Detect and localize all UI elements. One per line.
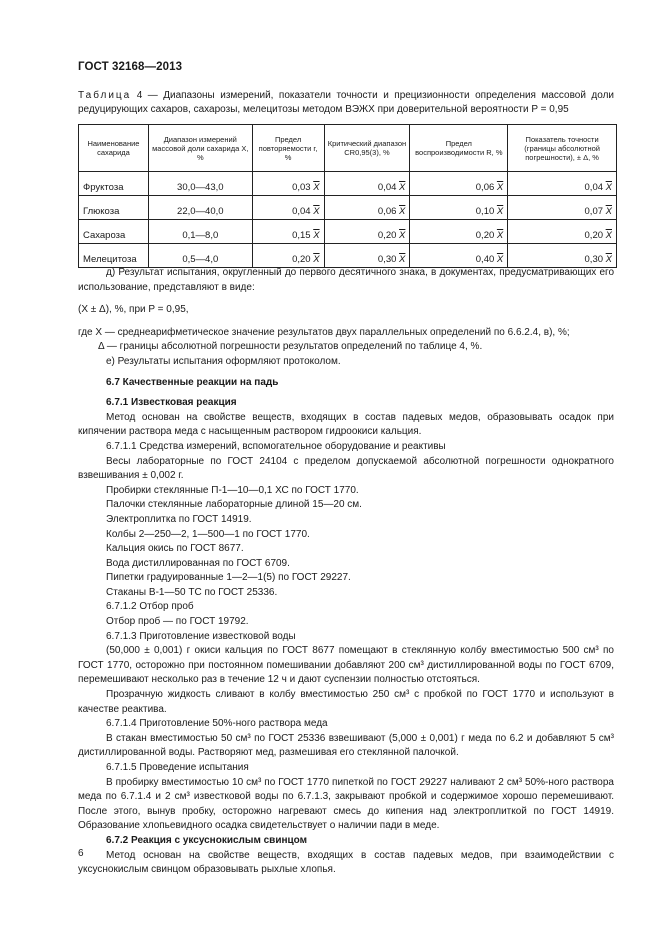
table-header-cell: Критический диапазон CR0,95(3), %	[324, 125, 410, 172]
table-cell: 0,04 $\overline{X}$	[252, 196, 324, 220]
table-cell: 0,04 $\overline{X}$	[508, 172, 617, 196]
table-cell: 0,10 $\overline{X}$	[410, 196, 508, 220]
table-cell: 0,06 $\overline{X}$	[324, 196, 410, 220]
table-cell: 0,5—4,0	[148, 244, 252, 268]
paragraph: В стакан вместимостью 50 см³ по ГОСТ 25336 взвешивают (5,000 ± 0,001) г меда по 6.2 и добавляют 5 см³ дистиллированной воды. Растворяют мед, размешивая его стеклянной палочкой.	[78, 732, 614, 759]
table-cell: 0,15 $\overline{X}$	[252, 220, 324, 244]
table-caption-label: Таблица	[78, 90, 132, 101]
table-cell: 0,06 $\overline{X}$	[410, 172, 508, 196]
table-header-cell: Показатель точности (границы абсолютной погрешности), ± Δ, %	[508, 125, 617, 172]
paragraph: 6.7.1.3 Приготовление известковой воды	[106, 630, 296, 642]
paragraph: Колбы 2—250—2, 1—500—1 по ГОСТ 1770.	[106, 528, 310, 540]
table-cell: 0,30 $\overline{X}$	[508, 244, 617, 268]
paragraph: 6.7.1.2 Отбор проб	[106, 601, 194, 613]
table-row	[79, 244, 617, 268]
subsection-heading: 6.7.1 Известковая реакция	[106, 397, 237, 409]
paragraph: Электроплитка по ГОСТ 14919.	[106, 513, 252, 525]
paragraph: Стаканы В-1—50 ТС по ГОСТ 25336.	[106, 586, 278, 598]
paragraph: 6.7.1.4 Приготовление 50%-ного раствора меда	[106, 718, 328, 730]
document-header: ГОСТ 32168—2013	[78, 61, 183, 73]
table-header-cell: Диапазон измерений массовой доли сахарида X, %	[148, 125, 252, 172]
table-cell: 0,40 $\overline{X}$	[410, 244, 508, 268]
table-caption	[78, 89, 614, 117]
table-header-cell: Предел воспроизводимости R, %	[410, 125, 508, 172]
table-cell: 0,03 $\overline{X}$	[252, 172, 324, 196]
page-number: 6	[78, 848, 84, 859]
paragraph: Пипетки градуированные 1—2—1(5) по ГОСТ 29227.	[106, 572, 351, 584]
table-cell: Глюкоза	[79, 196, 149, 220]
section-heading: 6.7 Качественные реакции на падь	[106, 376, 279, 388]
paragraph: Палочки стеклянные лабораторные длиной 15—20 см.	[106, 499, 362, 511]
paragraph: Весы лабораторные по ГОСТ 24104 с пределом допускаемой абсолютной погрешности однократного взвешивания ± 0,002 г.	[78, 455, 614, 482]
table-cell: Мелецитоза	[79, 244, 149, 268]
table-cell: Фруктоза	[79, 172, 149, 196]
table-cell: 0,04 $\overline{X}$	[324, 172, 410, 196]
precision-table	[78, 124, 617, 268]
paragraph: где X — среднеарифметическое значение результатов двух параллельных определений по 6.6.2.4, в), %;	[78, 326, 570, 338]
paragraph: Отбор проб — по ГОСТ 19792.	[106, 616, 249, 628]
table-row	[79, 172, 617, 196]
table-cell: 0,30 $\overline{X}$	[324, 244, 410, 268]
paragraph: е) Результаты испытания оформляют протоколом.	[106, 355, 341, 367]
table-row	[79, 220, 617, 244]
table-cell: 0,20 $\overline{X}$	[252, 244, 324, 268]
paragraph: Кальция окись по ГОСТ 8677.	[106, 543, 244, 555]
table-caption-text: 4 — Диапазоны измерений, показатели точности и прецизионности определения массовой доли редуцирующих сахаров, сахарозы, мелецитозы методом ВЭЖХ при доверительной вероятности P = 0,95	[78, 90, 614, 115]
paragraph: Метод основан на свойстве веществ, входящих в состав падевых медов, образовывать осадок при кипячении раствора меда с насыщенным раствором гидроокиси кальция.	[78, 411, 614, 438]
paragraph: В пробирку вместимостью 10 см³ по ГОСТ 1770 пипеткой по ГОСТ 29227 наливают 2 см³ 50%-ного раствора меда по 6.7.1.4 и 2 см³ известковой воды по 6.7.1.3, закрывают пробкой и содержимое хорошо перемешивают. После этого, вынув пробку, осторожно нагревают смесь до кипения над электроплиткой по ГОСТ 14919. Образование хлопьевидного осадка свидетельствует о наличии пади в меде.	[78, 776, 614, 832]
table-cell: 0,1—8,0	[148, 220, 252, 244]
table-header-row	[79, 125, 617, 172]
paragraph: 6.7.1.5 Проведение испытания	[106, 762, 249, 773]
table-cell: 0,20 $\overline{X}$	[410, 220, 508, 244]
subsection-heading: 6.7.2 Реакция с уксуснокислым свинцом	[106, 834, 308, 846]
table-cell: 0,20 $\overline{X}$	[324, 220, 410, 244]
table-cell: 0,20 $\overline{X}$	[508, 220, 617, 244]
table-cell: 0,07 $\overline{X}$	[508, 196, 617, 220]
result-formula: (X ± Δ), %, при P = 0,95,	[78, 304, 189, 316]
paragraph: Пробирки стеклянные П-1—10—0,1 ХС по ГОСТ 1770.	[106, 484, 359, 496]
paragraph: Вода дистиллированная по ГОСТ 6709.	[106, 557, 290, 569]
paragraph: д) Результат испытания, округленный до первого десятичного знака, в документах, предусматривающих его использование, представляют в виде:	[78, 267, 614, 293]
paragraph: Метод основан на свойстве веществ, входящих в состав падевых медов, при взаимодействии с уксуснокислым свинцом образовывать рыхлые хлопья.	[78, 849, 614, 876]
document-body	[78, 266, 614, 878]
table-cell: 22,0—40,0	[148, 196, 252, 220]
table-header-cell: Наименование сахарида	[79, 125, 149, 172]
table-row	[79, 196, 617, 220]
table-cell: Сахароза	[79, 220, 149, 244]
paragraph: 6.7.1.1 Средства измерений, вспомогательное оборудование и реактивы	[106, 440, 446, 452]
paragraph: Δ — границы абсолютной погрешности результатов определений по таблице 4, %.	[98, 341, 483, 353]
table-cell: 30,0—43,0	[148, 172, 252, 196]
paragraph: (50,000 ± 0,001) г окиси кальция по ГОСТ 8677 помещают в стеклянную колбу вместимостью 500 см³ по ГОСТ 1770, осторожно при постоянном помешивании добавляют 200 см³ дистиллированной воды по ГОСТ 6709, перемешивают несколько раз в течение 12 ч и дают суспензии полностью отстояться.	[78, 645, 614, 686]
table-header-cell: Предел повторяемости r, %	[252, 125, 324, 172]
paragraph: Прозрачную жидкость сливают в колбу вместимостью 250 см³ с пробкой по ГОСТ 1770 и используют в качестве реактива.	[78, 689, 614, 715]
